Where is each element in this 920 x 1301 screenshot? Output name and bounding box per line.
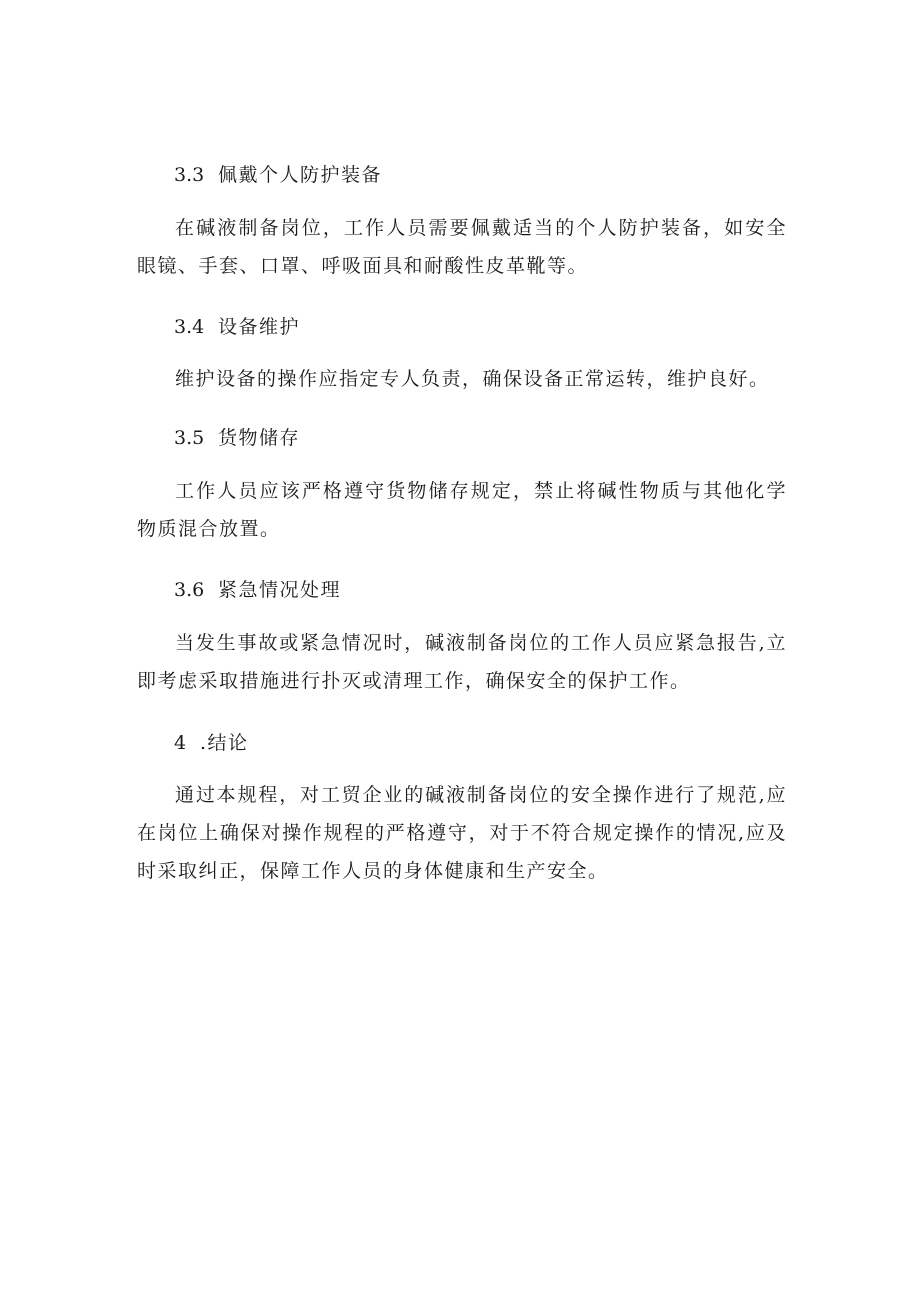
section-body-3-6: 当发生事故或紧急情况时，碱液制备岗位的工作人员应紧急报告,立即考虑采取措施进行扑灭或清理工作，确保安全的保护工作。 xyxy=(137,632,787,692)
section-number: 3.4 xyxy=(174,316,205,338)
section-title: 货物储存 xyxy=(218,427,301,449)
section-number: 4 xyxy=(174,732,187,754)
section-body-3-4: 维护设备的操作应指定专人负责，确保设备正常运转，维护良好。 xyxy=(175,368,770,390)
section-title: 设备维护 xyxy=(218,316,301,338)
section-body-3-3: 在碱液制备岗位，工作人员需要佩戴适当的个人防护装备，如安全眼镜、手套、口罩、呼吸面具和耐酸性皮革靴等。 xyxy=(137,217,787,277)
section-heading-4 xyxy=(137,729,787,757)
section-title: 佩戴个人防护装备 xyxy=(218,164,383,186)
section-title: .结论 xyxy=(200,732,249,754)
section-title: 紧急情况处理 xyxy=(218,579,342,601)
section-heading-3-6 xyxy=(137,576,787,604)
section-number: 3.6 xyxy=(174,579,205,601)
section-number: 3.5 xyxy=(174,427,205,449)
section-body-3-5: 工作人员应该严格遵守货物储存规定，禁止将碱性物质与其他化学物质混合放置。 xyxy=(137,480,787,540)
section-heading-3-3 xyxy=(137,161,787,189)
section-heading-3-5 xyxy=(137,424,787,452)
section-number: 3.3 xyxy=(174,164,205,186)
section-body-4: 通过本规程，对工贸企业的碱液制备岗位的安全操作进行了规范,应在岗位上确保对操作规程的严格遵守，对于不符合规定操作的情况,应及时采取纠正，保障工作人员的身体健康和生产安全。 xyxy=(137,784,787,882)
section-heading-3-4 xyxy=(137,313,787,341)
